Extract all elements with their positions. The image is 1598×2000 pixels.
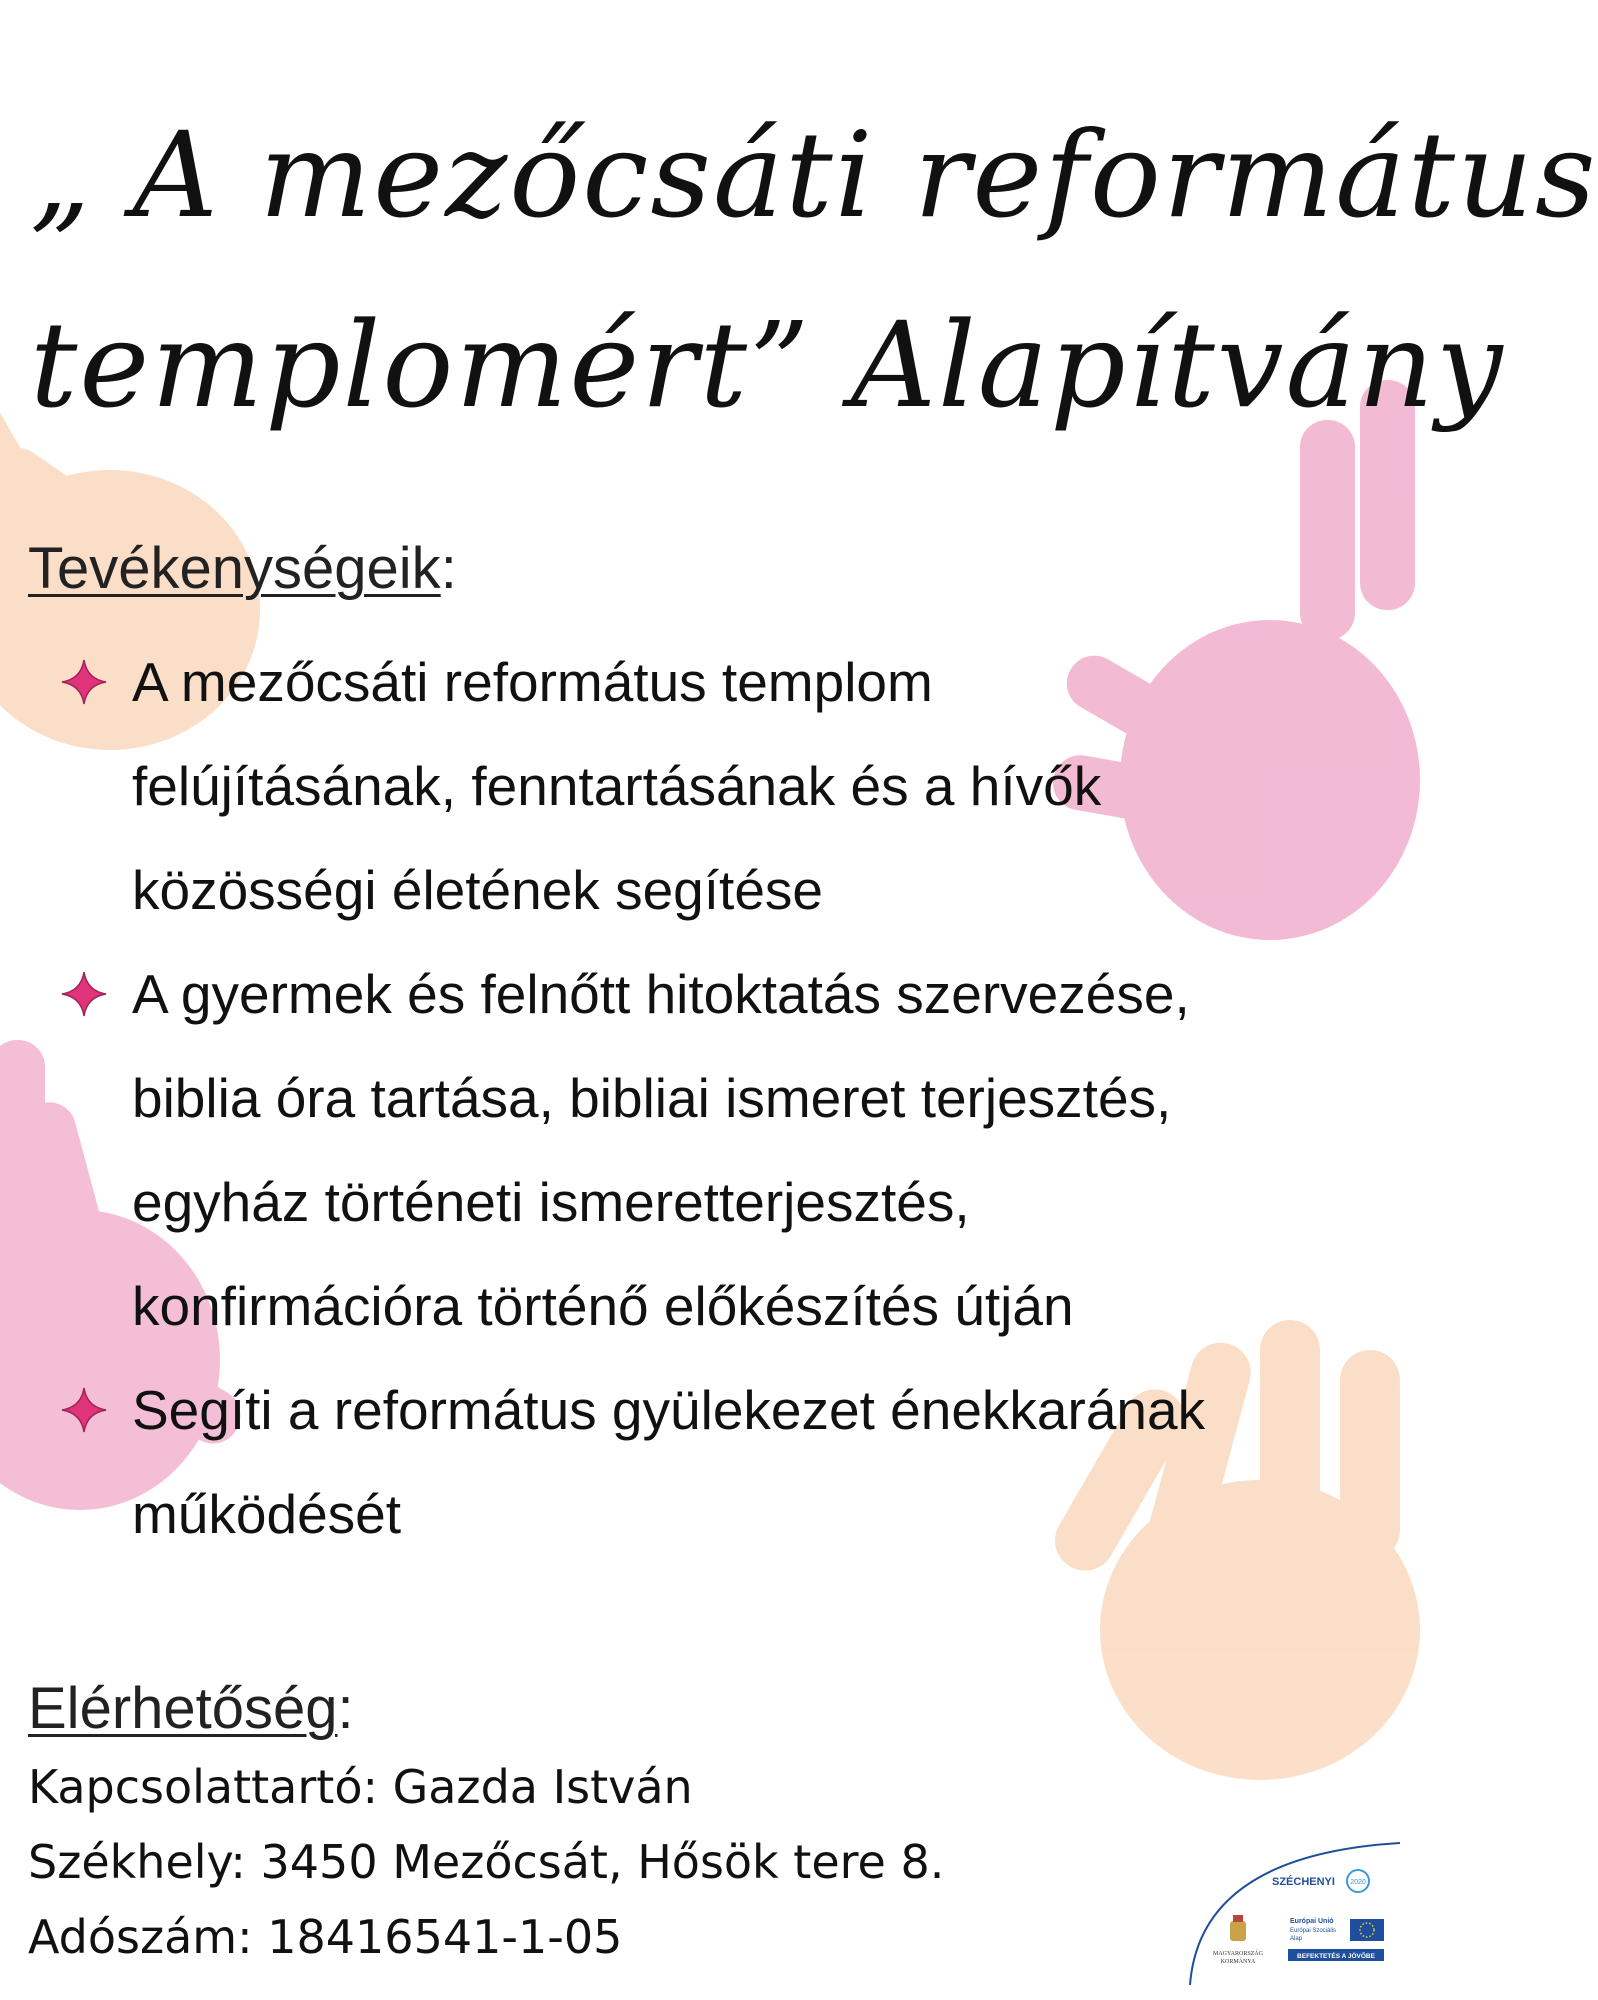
activities-list <box>60 630 1380 1566</box>
item-line: Segíti a református gyülekezet énekkarának <box>132 1379 1206 1441</box>
logo-slogan: BEFEKTETÉS A JÖVŐBE <box>1297 1953 1375 1960</box>
activities-heading <box>28 535 457 602</box>
contact-heading <box>28 1675 354 1742</box>
logo-year: 2020 <box>1350 1879 1366 1886</box>
seat-address: Székhely: 3450 Mezőcsát, Hősök tere 8. <box>28 1835 945 1889</box>
contact-heading-text: Elérhetőség <box>28 1676 338 1741</box>
item-line: közösségi életének segítése <box>132 859 823 921</box>
list-item <box>60 630 1380 942</box>
activities-heading-text: Tevékenységeik <box>28 536 441 601</box>
item-line: A gyermek és felnőtt hitoktatás szervezése, <box>132 963 1190 1025</box>
gov-line-2: KORMÁNYA <box>1220 1959 1256 1965</box>
sparkle-star-icon <box>60 970 108 1018</box>
item-line: A mezőcsáti református templom <box>132 651 933 713</box>
item-line: konfirmációra történő előkészítés útján <box>132 1275 1074 1337</box>
eu-line-3: Alap <box>1290 1936 1303 1942</box>
title-line-1: „ A mezőcsáti református <box>30 106 1598 244</box>
item-line: biblia óra tartása, bibliai ismeret terjesztés, <box>132 1067 1172 1129</box>
sparkle-star-icon <box>60 1386 108 1434</box>
list-item <box>60 942 1380 1358</box>
sparkle-star-icon <box>60 658 108 706</box>
contact-info <box>28 1750 944 1975</box>
page-title <box>30 80 1598 460</box>
tax-number: Adószám: 18416541-1-05 <box>28 1910 623 1964</box>
szechenyi-2020-logo <box>1180 1835 1405 1995</box>
item-line: felújításának, fenntartásának és a hívők <box>132 755 1102 817</box>
title-line-2: templomért” Alapítvány <box>30 296 1505 434</box>
activities-heading-colon: : <box>440 536 457 601</box>
logo-brand: SZÉCHENYI <box>1272 1876 1335 1888</box>
gov-line-1: MAGYARORSZÁG <box>1212 1951 1264 1957</box>
list-item <box>60 1358 1380 1566</box>
eu-line-1: Európai Unió <box>1290 1918 1334 1925</box>
eu-line-2: Európai Szociális <box>1290 1928 1337 1934</box>
contact-heading-colon: : <box>337 1676 354 1741</box>
item-line: működését <box>132 1483 402 1545</box>
item-line: egyház történeti ismeretterjesztés, <box>132 1171 970 1233</box>
contact-person: Kapcsolattartó: Gazda István <box>28 1760 693 1814</box>
